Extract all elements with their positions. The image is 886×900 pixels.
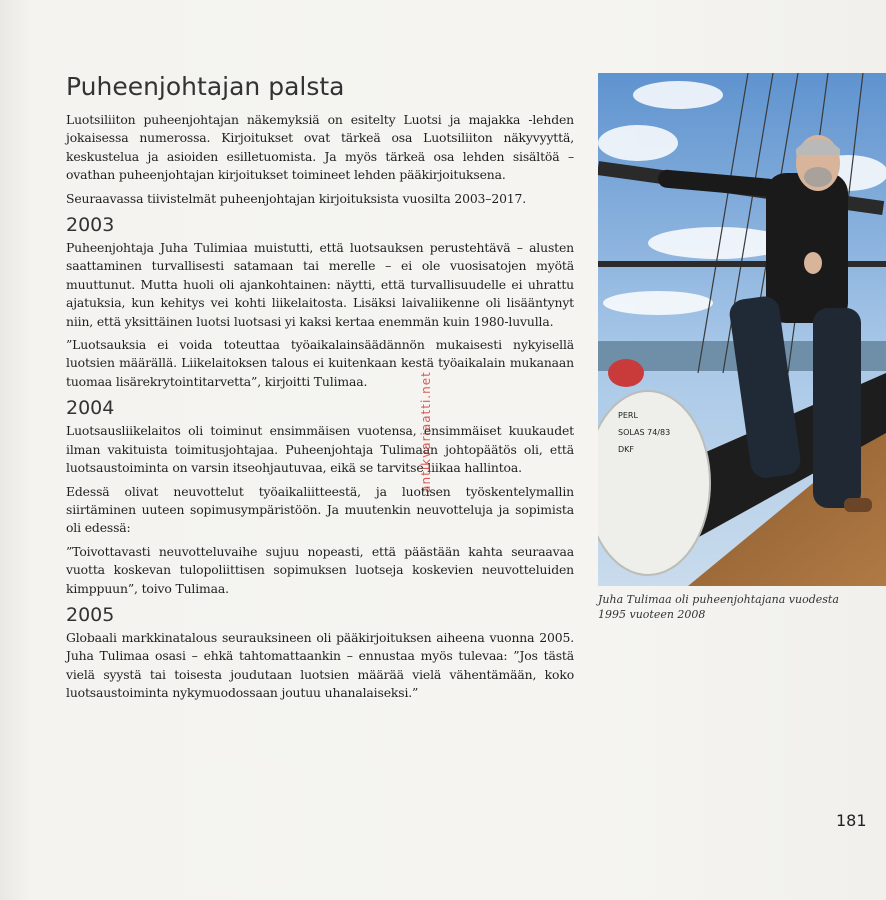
page-title: Puheenjohtajan palsta xyxy=(66,72,345,101)
section-year-2003: 2003 xyxy=(66,214,115,237)
section-2005-paragraph-1: Globaali markkinatalous seurauksineen oli pääkirjoituksen aiheena vuonna 2005. Juha Tulimaa osasi – ehkä tahtomattaankin – ennustaa myös tulevaa: ”Jos tästä vielä syystä tai toisesta joudutaan luotsien määrää vielä vähentämään, koko luotsaustoiminta nykymuodossaan joutuu uhanalaiseksi.” xyxy=(66,629,574,701)
section-2003-paragraph-1: Puheenjohtaja Juha Tulimiaa muistutti, että luotsauksen perustehtävä – alusten saattaminen turvallisesti satamaan tai merelle – ei ole vuosisatojen myötä muuttunut. Mutta huoli oli ajankohtainen: näytti, että turvallisuudelle ei uhrattu ajatuksia, kun kehitys vei kohti liikelaitosta. Lisäksi laivaliikenne oli lisääntynyt niin, että yksittäinen luotsi luotsasi yi kaksi kertaa enemmän kuin 1980-luvulla. xyxy=(66,240,574,329)
photo-caption: Juha Tulimaa oli puheenjohtajana vuodesta 1995 vuoteen 2008 xyxy=(598,593,839,621)
chairman-photo xyxy=(598,73,886,586)
section-year-2005: 2005 xyxy=(66,603,115,626)
intro-paragraph-2: Seuraavassa tiivistelmät puheenjohtajan kirjoituksista vuosilta 2003–2017. xyxy=(66,190,527,206)
raft-label-2: SOLAS 74/83 xyxy=(618,428,671,437)
watermark-text: antikvariaatti.net xyxy=(419,371,433,493)
section-2003-paragraph-2: ”Luotsauksia ei voida toteuttaa työaikalainsäädännön mukaisesti nykyisellä luotsien määrällä. Liikelaitoksen talous ei kuitenkaan kestä työaikalain mukanaan tuomaa lisärekrytointitarvetta”, kirjoitti Tulimaa. xyxy=(66,337,574,389)
section-2004-paragraph-3: ”Toivottavasti neuvotteluvaihe sujuu nopeasti, että päästään kahta seuraavaa vuotta koskevan tulopoliittisen sopimuksen luotseja koskevien neuvotteluiden kimppuun”, toivo Tulimaa. xyxy=(66,543,574,596)
article-column xyxy=(66,72,574,708)
intro-paragraph-1: Luotsiliiton puheenjohtajan näkemyksiä on esitelty Luotsi ja majakka -lehden jokaisessa numerossa. Kirjoitukset ovat tärkeä osa Luotsiliiton näkyvyyttä, keskustelua ja asioiden esilletuomista. Ja myös tärkeä osa lehden sisältöä – ovathan puheenjohtajan kirjoitukset toimineet lehden pääkirjoituksena. xyxy=(66,112,574,183)
section-year-2004: 2004 xyxy=(66,397,115,420)
raft-label-1: PERL xyxy=(618,411,638,420)
raft-label-3: DKF xyxy=(618,445,635,454)
section-2004-paragraph-2: Edessä olivat neuvottelut työaikaliitteestä, ja luotisen työskentelymallin siirtäminen uuteen sopimusympäristöön. Ja muutenkin neuvotteluja ja sopimista oli edessä: xyxy=(66,483,574,536)
section-2004-paragraph-1: Luotsausliikelaitos oli toiminut ensimmäisen vuotensa, ensimmäiset kuukaudet ilman vakituista toimitusjohtajaa. Puheenjohtaja Tulimaan johtopäätös oli, että luotsaustoiminta on varsin itseohjautuvaa, eikä se tarvitse liikaa hallintoa. xyxy=(66,423,574,476)
photo-illustration xyxy=(598,73,886,586)
page-number: 181 xyxy=(836,811,867,830)
